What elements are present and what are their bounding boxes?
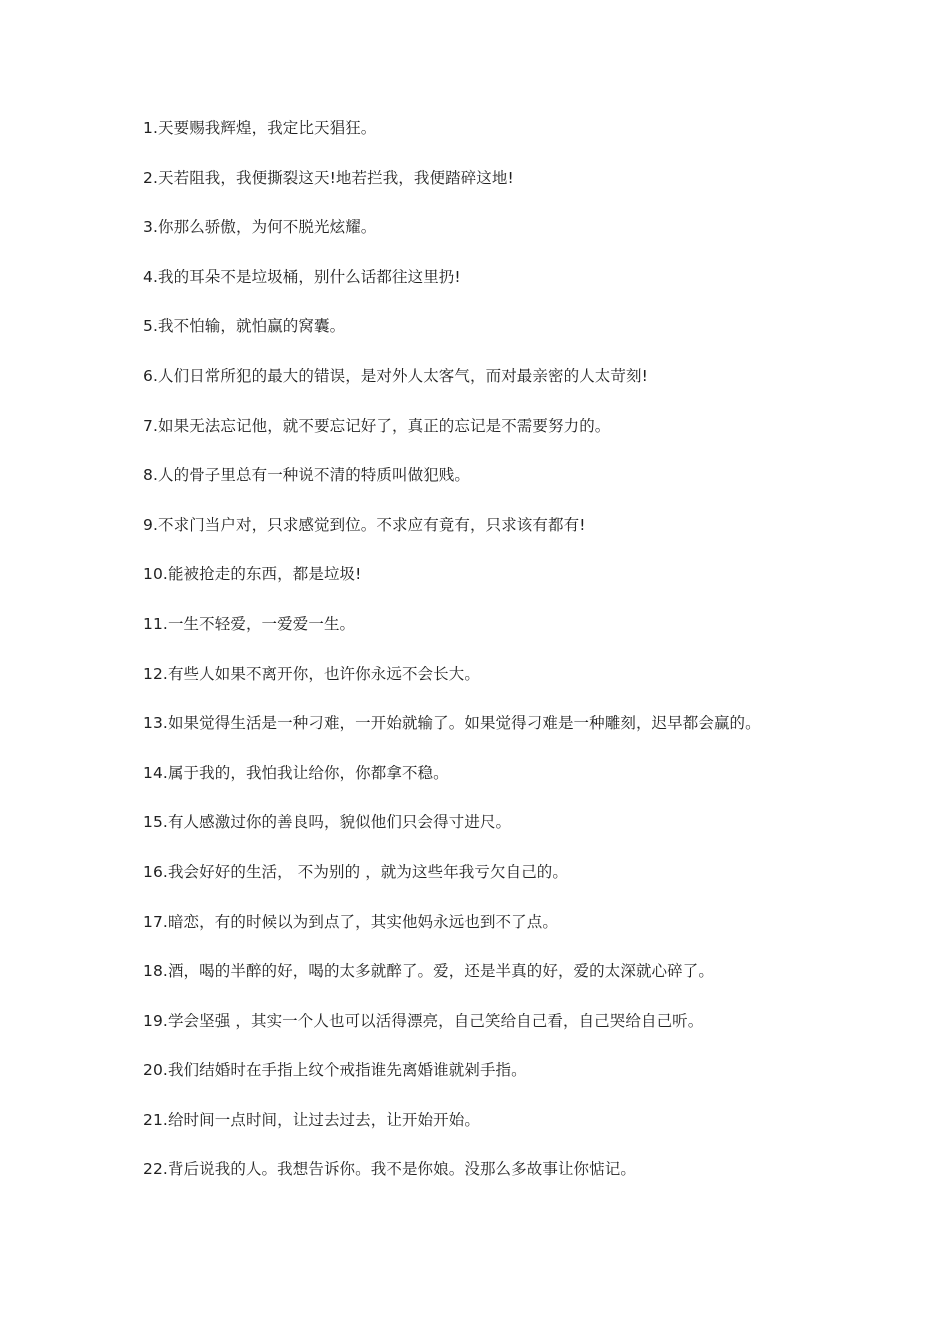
quote-line-21: 21.给时间一点时间，让过去过去，让开始开始。	[143, 1110, 480, 1129]
quote-line-11: 11.一生不轻爱，一爱爱一生。	[143, 614, 356, 633]
quote-line-20: 20.我们结婚时在手指上纹个戒指谁先离婚谁就剁手指。	[143, 1061, 527, 1080]
quote-line-16: 16.我会好好的生活， 不为别的 ，就为这些年我亏欠自己的。	[143, 862, 569, 881]
quote-line-3: 3.你那么骄傲，为何不脱光炫耀。	[143, 218, 377, 237]
quote-line-5: 5.我不怕输，就怕赢的窝囊。	[143, 317, 346, 336]
quote-line-15: 15.有人感激过你的善良吗，貌似他们只会得寸进尺。	[143, 813, 512, 832]
quote-line-7: 7.如果无法忘记他，就不要忘记好了，真正的忘记是不需要努力的。	[143, 416, 611, 435]
quote-list	[143, 116, 913, 1207]
quote-line-12: 12.有些人如果不离开你，也许你永远不会长大。	[143, 664, 480, 683]
quote-line-1: 1.天要赐我辉煌，我定比天猖狂。	[143, 119, 377, 137]
quote-line-8: 8.人的骨子里总有一种说不清的特质叫做犯贱。	[143, 466, 470, 485]
quote-line-6: 6.人们日常所犯的最大的错误，是对外人太客气，而对最亲密的人太苛刻!	[143, 366, 648, 385]
quote-line-14: 14.属于我的，我怕我让给你，你都拿不稳。	[143, 763, 449, 782]
quote-line-22: 22.背后说我的人。我想告诉你。我不是你娘。没那么多故事让你惦记。	[143, 1160, 636, 1179]
quote-line-17: 17.暗恋，有的时候以为到点了，其实他妈永远也到不了点。	[143, 912, 558, 931]
quote-line-18: 18.酒，喝的半醉的好，喝的太多就醉了。爱，还是半真的好，爱的太深就心碎了。	[143, 962, 714, 981]
quote-line-19: 19.学会坚强 ，其实一个人也可以活得漂亮，自己笑给自己看，自己哭给自己听。	[143, 1011, 704, 1030]
quote-line-13: 13.如果觉得生活是一种刁难，一开始就输了。如果觉得刁难是一种雕刻，迟早都会赢的。	[143, 714, 761, 733]
quote-line-4: 4.我的耳朵不是垃圾桶，别什么话都往这里扔!	[143, 267, 461, 286]
quote-line-2: 2.天若阻我，我便撕裂这天!地若拦我，我便踏碎这地!	[143, 168, 514, 187]
quote-line-9: 9.不求门当户对，只求感觉到位。不求应有竟有，只求该有都有!	[143, 515, 586, 534]
quote-line-10: 10.能被抢走的东西，都是垃圾!	[143, 565, 362, 584]
